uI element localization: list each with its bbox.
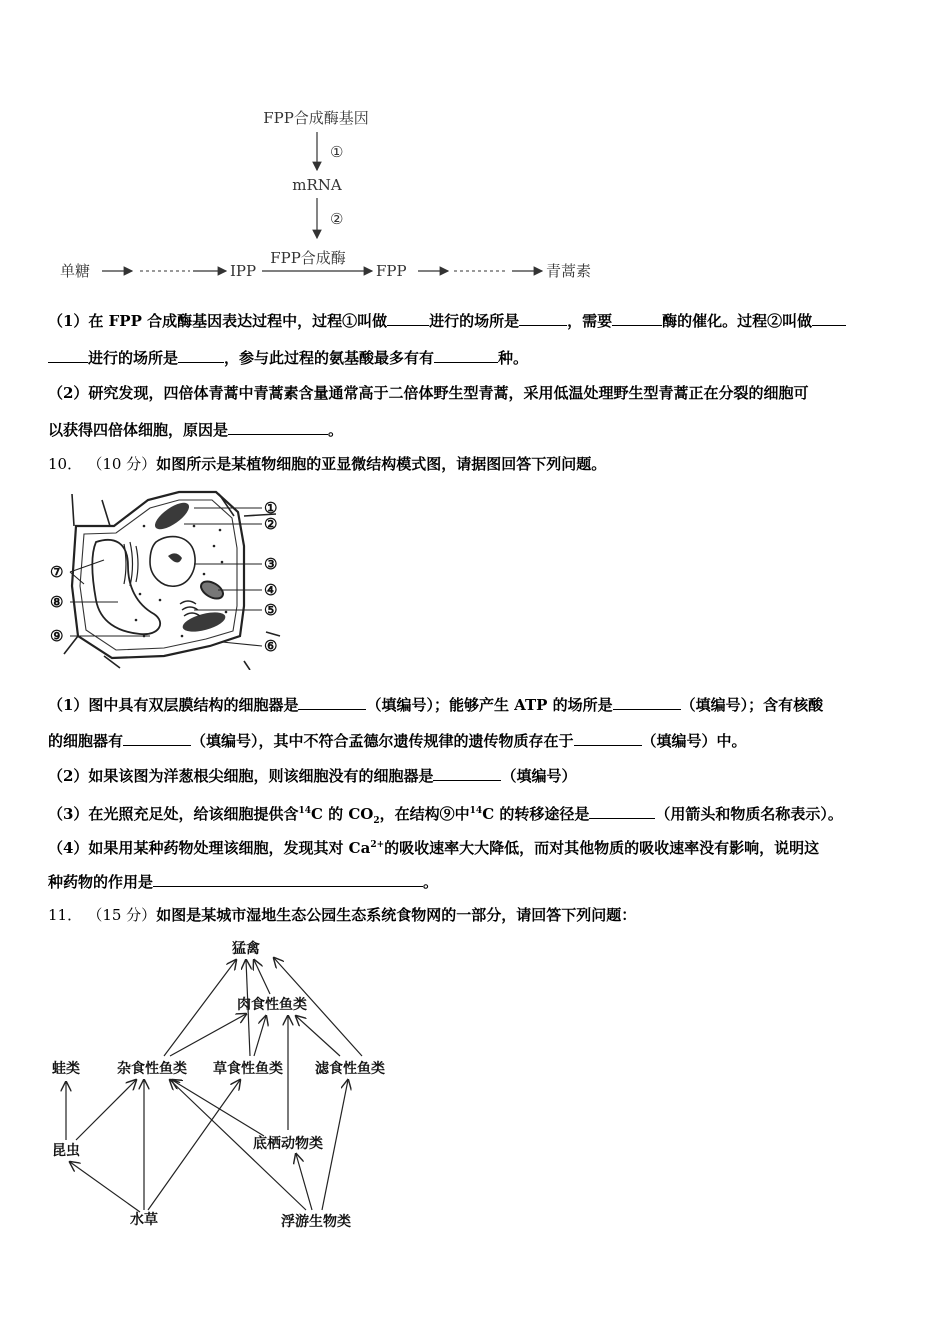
q10-p4-text-d: 。 bbox=[423, 873, 439, 891]
answer-blank[interactable] bbox=[48, 348, 88, 363]
q10-stem bbox=[48, 454, 606, 474]
mrna-label: mRNA bbox=[292, 176, 342, 194]
chloroplast bbox=[181, 609, 228, 636]
answer-blank[interactable] bbox=[589, 804, 655, 819]
question-stem: 如图是某城市湿地生态公园生态系统食物网的一部分，请回答下列问题： bbox=[156, 906, 637, 924]
cell-label-8: ⑧ bbox=[50, 593, 64, 611]
answer-blank[interactable] bbox=[298, 695, 366, 710]
cell-label-7: ⑦ bbox=[50, 563, 64, 581]
chloroplast bbox=[151, 498, 193, 534]
cell-label-1: ① bbox=[264, 499, 278, 517]
q10-p4-sup: 2+ bbox=[370, 840, 385, 850]
answer-blank[interactable] bbox=[612, 311, 662, 326]
artemisinin-label: 青蒿素 bbox=[546, 262, 592, 280]
step1-label: ① bbox=[330, 143, 344, 161]
q9-p2-text-a: （2）研究发现，四倍体青蒿中青蒿素含量通常高于二倍体野生型青蒿，采用低温处理野生型青蒿正在分裂的细胞可 bbox=[48, 384, 809, 402]
question-score: （10 分） bbox=[87, 455, 157, 473]
answer-blank[interactable] bbox=[812, 311, 846, 326]
answer-blank[interactable] bbox=[387, 311, 429, 326]
q10-p3-text-d: C 的转移途径是 bbox=[482, 805, 590, 823]
answer-blank[interactable] bbox=[574, 731, 642, 746]
answer-blank[interactable] bbox=[613, 695, 681, 710]
question-number: 11． bbox=[48, 906, 83, 924]
q9-p2-text-b: 以获得四倍体细胞，原因是 bbox=[48, 421, 229, 439]
q10-p1-text-b: （填编号）；能够产生 ATP 的场所是 bbox=[366, 696, 613, 714]
q9-p1-text-f: ，参与此过程的氨基酸最多有有 bbox=[224, 349, 435, 367]
cell-label-6: ⑥ bbox=[264, 637, 278, 655]
node-frog: 蛙类 bbox=[52, 1061, 80, 1077]
q9-part2-line1 bbox=[48, 383, 808, 403]
q10-p3-text-e: （用箭头和物质名称表示）。 bbox=[655, 805, 843, 823]
q9-p1-text-d: 酶的催化。过程②叫做 bbox=[662, 312, 813, 330]
q10-p1-text-c: （填编号）；含有核酸 bbox=[680, 696, 824, 714]
fpp-enzyme-label: FPP合成酶 bbox=[270, 249, 346, 267]
q10-p4-text-b: 的吸收速率大大降低，而对其他物质的吸收速率没有影响，说明这 bbox=[384, 839, 820, 857]
q9-part2-line2 bbox=[48, 420, 343, 440]
food-web-arrows bbox=[66, 958, 362, 1212]
q10-p3-text-b: C 的 CO bbox=[310, 805, 374, 823]
fpp-gene-label: FPP合成酶基因 bbox=[263, 109, 369, 127]
sugar-label: 单糖 bbox=[60, 262, 91, 280]
cell-label-5: ⑤ bbox=[264, 601, 278, 619]
node-carnivorous-fish: 肉食性鱼类 bbox=[237, 997, 307, 1013]
q10-p3-sub: 2 bbox=[373, 816, 380, 826]
q10-part1-line1 bbox=[48, 695, 823, 715]
q9-p1-text-b: 进行的场所是 bbox=[429, 312, 520, 330]
q10-p1-text-a: （1）图中具有双层膜结构的细胞器是 bbox=[48, 696, 299, 714]
nucleus bbox=[150, 537, 195, 587]
q9-part1-line2 bbox=[48, 348, 528, 368]
question-number: 10． bbox=[48, 455, 83, 473]
fpp-label: FPP bbox=[376, 262, 407, 280]
step2-label: ② bbox=[330, 210, 344, 228]
q10-p1-text-e: （填编号），其中不符合孟德尔遗传规律的遗传物质存在于 bbox=[191, 732, 574, 750]
q10-p1-text-f: （填编号）中。 bbox=[641, 732, 747, 750]
node-herbivorous-fish: 草食性鱼类 bbox=[213, 1061, 283, 1077]
answer-blank[interactable] bbox=[153, 872, 423, 887]
node-filter-fish: 滤食性鱼类 bbox=[315, 1061, 385, 1077]
question-score: （15 分） bbox=[87, 906, 157, 924]
q9-part1-line1 bbox=[48, 311, 846, 331]
answer-blank[interactable] bbox=[178, 348, 224, 363]
q10-p3-sup-a: 14 bbox=[298, 806, 311, 816]
node-insect: 昆虫 bbox=[52, 1143, 80, 1159]
q9-p1-text-g: 种。 bbox=[498, 349, 529, 367]
answer-blank[interactable] bbox=[434, 348, 498, 363]
node-plankton: 浮游生物类 bbox=[281, 1214, 351, 1230]
food-web-diagram bbox=[40, 930, 410, 1235]
cell-label-3: ③ bbox=[264, 555, 278, 573]
plant-cell-diagram bbox=[44, 486, 294, 670]
fpp-pathway-diagram bbox=[50, 104, 610, 290]
answer-blank[interactable] bbox=[433, 766, 501, 781]
answer-blank[interactable] bbox=[519, 311, 567, 326]
q10-p3-sup-b: 14 bbox=[469, 806, 483, 816]
q9-p1-text-e: 进行的场所是 bbox=[88, 349, 179, 367]
q10-part3 bbox=[48, 801, 843, 831]
q10-p2-text-b: （填编号） bbox=[501, 767, 577, 785]
node-benthic: 底栖动物类 bbox=[253, 1136, 323, 1152]
cell-label-4: ④ bbox=[264, 581, 278, 599]
node-water-weed: 水草 bbox=[130, 1212, 158, 1228]
q10-p4-text-c: 种药物的作用是 bbox=[48, 873, 154, 891]
q9-p1-text-c: ，需要 bbox=[567, 312, 613, 330]
node-raptor: 猛禽 bbox=[232, 941, 260, 957]
node-omnivorous-fish: 杂食性鱼类 bbox=[117, 1061, 187, 1077]
question-stem: 如图所示是某植物细胞的亚显微结构模式图，请据图回答下列问题。 bbox=[156, 455, 607, 473]
nucleolus bbox=[168, 553, 182, 562]
answer-blank[interactable] bbox=[228, 420, 328, 435]
q9-p1-text-a: （1）在 FPP 合成酶基因表达过程中，过程①叫做 bbox=[48, 312, 388, 330]
q10-p1-text-d: 的细胞器有 bbox=[48, 732, 124, 750]
ipp-label: IPP bbox=[230, 262, 257, 280]
cell-label-9: ⑨ bbox=[50, 627, 64, 645]
q9-p2-text-c: 。 bbox=[328, 421, 344, 439]
q10-p4-text-a: （4）如果用某种药物处理该细胞，发现其对 Ca bbox=[48, 839, 371, 857]
q10-part1-line2 bbox=[48, 731, 747, 751]
q10-p3-text-c: ，在结构⑨中 bbox=[379, 805, 470, 823]
q10-p3-text-a: （3）在光照充足处，给该细胞提供含 bbox=[48, 805, 299, 823]
q10-p2-text-a: （2）如果该图为洋葱根尖细胞，则该细胞没有的细胞器是 bbox=[48, 767, 434, 785]
q10-part4-line1 bbox=[48, 835, 819, 858]
q11-stem bbox=[48, 905, 636, 925]
cell-label-2: ② bbox=[264, 515, 278, 533]
q10-part2 bbox=[48, 766, 576, 786]
answer-blank[interactable] bbox=[123, 731, 191, 746]
golgi bbox=[180, 601, 200, 616]
q10-part4-line2 bbox=[48, 872, 438, 892]
